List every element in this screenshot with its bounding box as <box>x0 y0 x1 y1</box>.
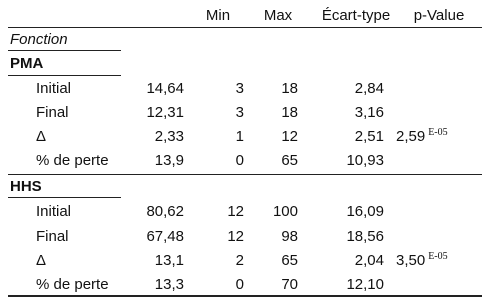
cell-min: 2 <box>235 252 244 269</box>
cell-min: 0 <box>235 276 244 293</box>
p-value-exponent: E-05 <box>428 127 448 138</box>
row-label: % de perte <box>36 152 109 169</box>
row-label: Final <box>36 104 69 121</box>
row-label: Initial <box>36 203 72 220</box>
cell-min: 3 <box>235 104 244 121</box>
caption-rule <box>8 50 121 51</box>
p-value-pma <box>396 128 448 148</box>
row-label: Δ <box>36 128 47 145</box>
cell-max: 100 <box>272 203 298 220</box>
cell-mean: 67,48 <box>146 228 184 245</box>
cell-ecart-type: 10,93 <box>346 152 384 169</box>
cell-min: 1 <box>235 128 244 145</box>
row-label: Final <box>36 228 69 245</box>
cell-mean: 12,31 <box>146 104 184 121</box>
cell-max: 70 <box>281 276 298 293</box>
cell-max: 18 <box>281 104 298 121</box>
group-rule-hhs <box>8 197 121 198</box>
row-label: Initial <box>36 80 72 97</box>
bottom-rule <box>8 295 482 297</box>
cell-ecart-type: 18,56 <box>346 228 384 245</box>
cell-mean: 13,1 <box>154 252 184 269</box>
cell-min: 12 <box>227 203 244 220</box>
cell-min: 0 <box>235 152 244 169</box>
cell-mean: 2,33 <box>154 128 184 145</box>
cell-max: 98 <box>281 228 298 245</box>
header-p-value: p-Value <box>413 7 465 24</box>
cell-min: 12 <box>227 228 244 245</box>
group-separator <box>8 174 482 175</box>
header-ecart-type: Écart-type <box>321 7 391 24</box>
cell-max: 65 <box>281 152 298 169</box>
cell-ecart-type: 16,09 <box>346 203 384 220</box>
p-value-base: 3,50 <box>396 252 426 269</box>
cell-max: 65 <box>281 252 298 269</box>
cell-min: 3 <box>235 80 244 97</box>
caption-fonction: Fonction <box>10 31 68 48</box>
cell-ecart-type: 12,10 <box>346 276 384 293</box>
group-name-pma: PMA <box>10 55 44 72</box>
p-value-base: 2,59 <box>396 128 426 145</box>
p-value-exponent: E-05 <box>428 251 448 262</box>
cell-ecart-type: 3,16 <box>354 104 384 121</box>
cell-max: 18 <box>281 80 298 97</box>
cell-ecart-type: 2,51 <box>354 128 384 145</box>
row-label: Δ <box>36 252 47 269</box>
group-rule-pma <box>8 75 121 76</box>
cell-mean: 13,9 <box>154 152 184 169</box>
cell-mean: 13,3 <box>154 276 184 293</box>
cell-mean: 80,62 <box>146 203 184 220</box>
cell-max: 12 <box>281 128 298 145</box>
p-value-hhs <box>396 252 448 272</box>
cell-ecart-type: 2,84 <box>354 80 384 97</box>
row-label: % de perte <box>36 276 109 293</box>
header-rule <box>8 27 482 28</box>
header-min: Min <box>205 7 231 24</box>
cell-mean: 14,64 <box>146 80 184 97</box>
header-max: Max <box>263 7 293 24</box>
group-name-hhs: HHS <box>10 178 42 195</box>
cell-ecart-type: 2,04 <box>354 252 384 269</box>
